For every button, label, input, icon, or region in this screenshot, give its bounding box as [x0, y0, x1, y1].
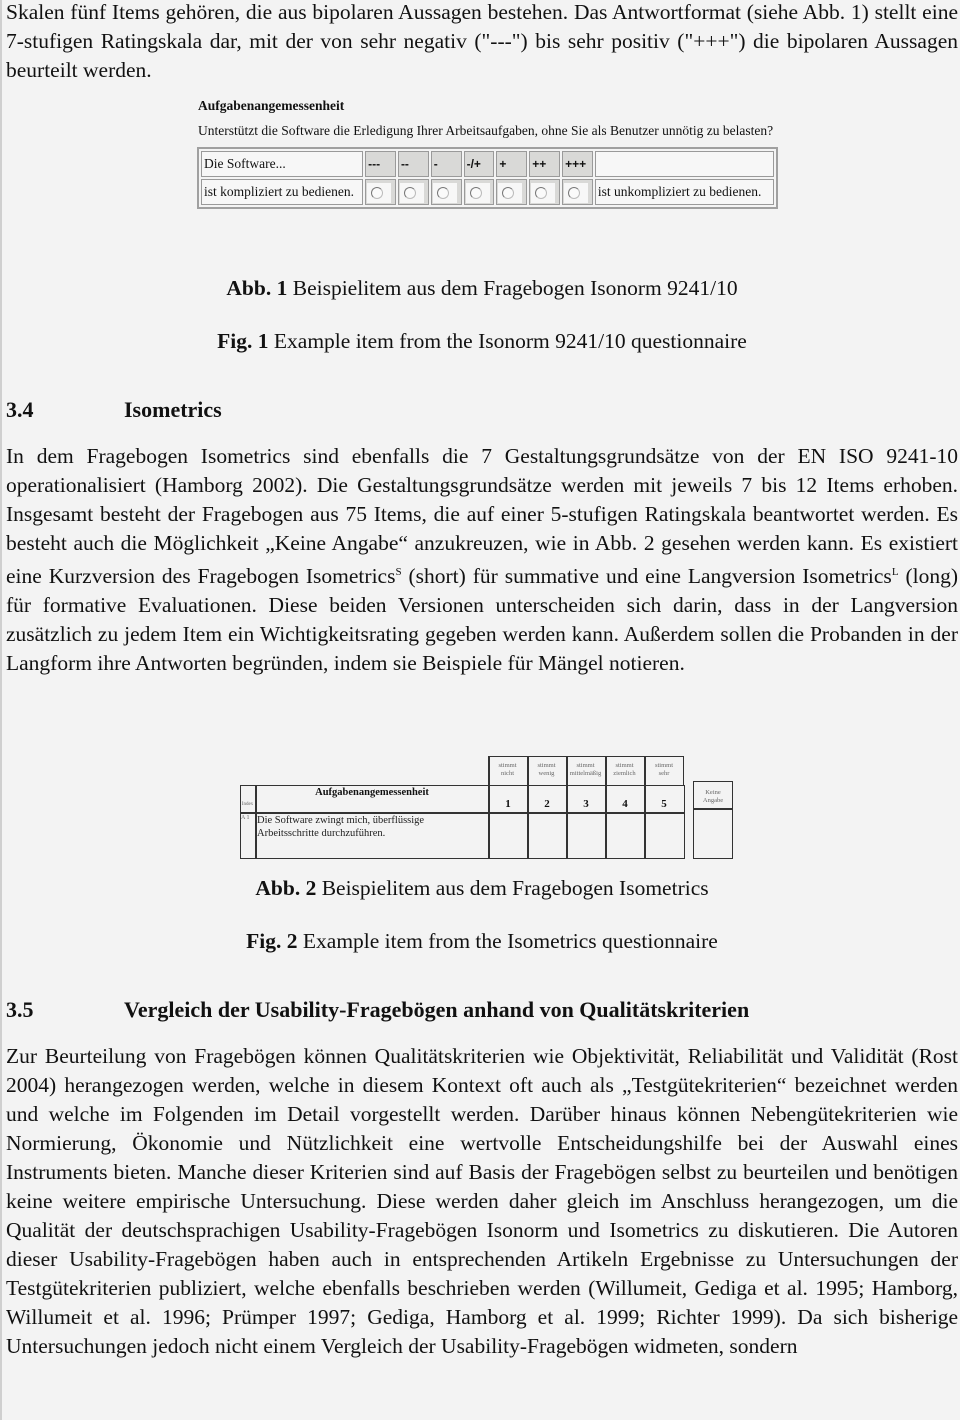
item-text: Die Software zwingt mich, überflüssige Arbeitsschritte durchzuführen.	[257, 815, 425, 839]
right-anchor-label: ist unkompliziert zu bedienen.	[595, 179, 774, 205]
rating-header-row	[201, 151, 774, 177]
rating-item-row	[201, 179, 774, 205]
figure-1-question: Unterstützt die Software die Erledigung Ihrer Arbeitsaufgaben, ohne Sie als Benutzer unnötig zu belasten?	[198, 123, 774, 138]
scale-label: +	[496, 151, 527, 177]
intro-paragraph: Skalen fünf Items gehören, die aus bipolaren Aussagen bestehen. Das Antwortformat (siehe Abb. 1) stellt eine 7-stufigen Ratingskala dar, mit der von sehr negativ ("---") bis sehr positiv ("+++") die bipolaren Aussagen beurteilt werden.	[6, 0, 958, 82]
scale-label: -/+	[464, 151, 495, 177]
section-3-5-paragraph: Zur Beurteilung von Fragebögen können Qualitätskriterien wie Objektivität, Reliabilität und Validität (Rost 2004) herangezogen werden, welche in diesem Kontext oft auch als „Testgütekriterien“ bezeichnet werden und welche im Folgenden im Detail vorgestellt werden. Darüber hinaus können Nebengütekriterien wie Normierung, Ökonomie und Nützlichkeit eine wertvolle Entscheidungshilfe bei der Auswahl eines Instruments bieten. Manche dieser Kriterien sind auf Basis der Fragebögen selbst zu beurteilen und benötigen keine weitere empirische Untersuchung. Diese werden daher gleich im Anschluss herangezogen, um die Qualität der deutschsprachigen Usability-Fragebögen Isonorm und Isometrics zu diskutieren. Die Autoren dieser Usability-Fragebögen haben auch in entsprechenden Artikeln Ergebnisse zu Untersuchungen der Testgütekriterien publiziert, welche ebenfalls beschrieben werden (Willumeit, Gediga et al. 1995; Hamborg, Willumeit et al. 1996; Prümper 1997; Gediga, Hamborg et al. 1999; Richter 1999). Da sich bisherige Untersuchungen jedoch nicht einem Vergleich der Usability-Fragebögen widmeten, sondern	[6, 1044, 958, 1358]
scale-label: ++	[529, 151, 560, 177]
scale-label-5: stimmt sehr	[654, 762, 674, 777]
figure-2-caption-de: Abb. 2 Beispielitem aus dem Fragebogen Isometrics	[255, 876, 709, 900]
figure-1-caption-en: Fig. 1 Example item from the Isonorm 9241/10 questionnaire	[217, 329, 747, 353]
scale-number: 3	[583, 798, 589, 810]
rating-radio[interactable]	[568, 187, 580, 199]
rating-radio[interactable]	[470, 187, 482, 199]
scale-label: -	[431, 151, 462, 177]
figure-1-title: Aufgabenangemessenheit	[198, 98, 345, 113]
scale-number: 2	[544, 798, 550, 810]
no-answer-label: Keine Angabe	[702, 789, 724, 804]
scale-label-2: stimmt wenig	[537, 762, 556, 777]
scale-label: ---	[365, 151, 396, 177]
rating-radio[interactable]	[502, 187, 514, 199]
figure-2-title: Aufgabenangemessenheit	[315, 787, 429, 798]
scale-label-1: stimmt nicht	[498, 762, 517, 777]
scale-number: 1	[505, 798, 511, 810]
scale-label: --	[398, 151, 429, 177]
scale-label: +++	[562, 151, 593, 177]
rating-table	[197, 147, 778, 209]
figure-1-isonorm-item	[198, 94, 778, 209]
rating-radio[interactable]	[404, 187, 416, 199]
index-label: Index	[241, 802, 254, 807]
figure-1-caption-de: Abb. 1 Beispielitem aus dem Fragebogen Isonorm 9241/10	[226, 276, 738, 300]
scale-number: 5	[661, 798, 667, 810]
figure-2-isometrics-item	[240, 756, 760, 860]
section-3-4-heading: 3.4 Isometrics	[6, 397, 222, 422]
scale-number: 4	[622, 798, 628, 810]
rating-radio[interactable]	[437, 187, 449, 199]
rating-radio[interactable]	[371, 187, 383, 199]
scale-label-4: stimmt ziemlich	[613, 762, 636, 777]
left-anchor-label: ist kompliziert zu bedienen.	[201, 179, 363, 205]
scale-label-3: stimmt mittelmäßig	[569, 762, 602, 777]
figure-2-caption-en: Fig. 2 Example item from the Isometrics questionnaire	[246, 929, 718, 953]
item-id: A 1	[241, 815, 250, 821]
header-empty-cell	[595, 151, 774, 177]
header-label: Die Software...	[201, 151, 363, 177]
section-3-5-heading: 3.5 Vergleich der Usability-Fragebögen anhand von Qualitätskriterien	[6, 997, 750, 1022]
section-3-4-paragraph: In dem Fragebogen Isometrics sind ebenfalls die 7 Gestaltungsgrundsätze von der EN ISO 9241-10 operationalisiert (Hamborg 2002). Die Gestaltungsgrundsätze werden mit jeweils 7 bis 12 Items erhoben. Insgesamt besteht der Fragebogen aus 75 Items, die auf einer 5-stufigen Ratingskala beantwortet werden. Es besteht auch die Möglichkeit „Keine Angabe“ anzukreuzen, wie in Abb. 2 gesehen werden kann. Es existiert eine Kurzversion des Fragebogen Isometrics$^S$ (short) für summative und eine Langversion Isometrics$^L$ (long) für formative Evaluationen. Diese beiden Versionen unterscheiden sich darin, dass in der Langversion zusätzlich zu jedem Item ein Wichtigkeitsrating gegeben werden kann. Außerdem sollen die Probanden in der Langform ihre Antworten begründen, indem sie Beispiele für Mängel notieren.	[6, 444, 959, 676]
rating-radio[interactable]	[535, 187, 547, 199]
